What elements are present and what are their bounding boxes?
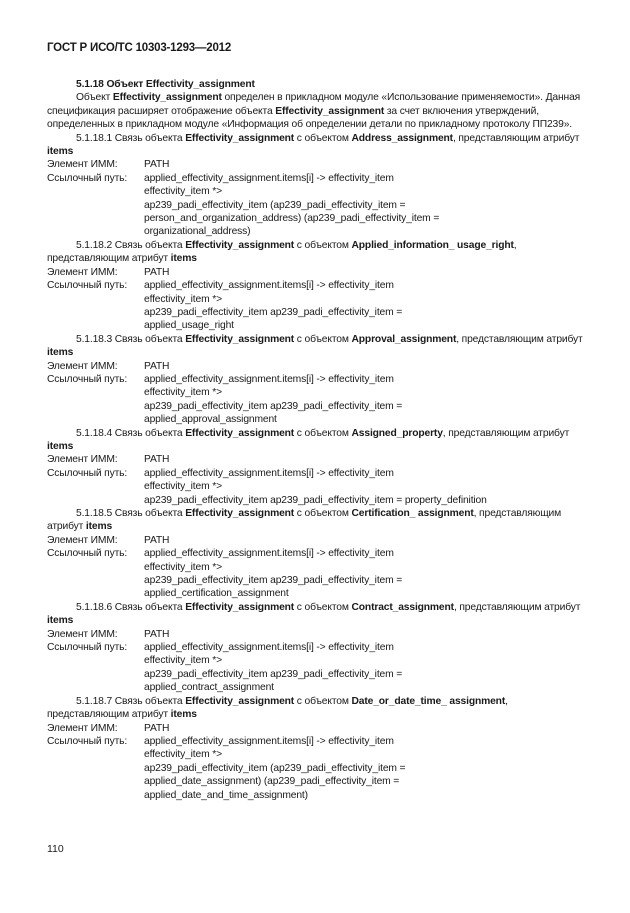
reference-path — [144, 279, 583, 333]
subsection — [47, 132, 583, 239]
path-line: applied_effectivity_assignment.items[i] -> effectivity_item — [144, 280, 394, 292]
subsection — [47, 695, 583, 802]
entity-name: Effectivity_assignment — [185, 132, 295, 144]
entity-name: Effectivity_assignment — [185, 508, 295, 519]
subsection-number: 5.1.18.3 — [76, 333, 113, 345]
subsection-number: 5.1.18.5 — [76, 508, 113, 519]
path-line: applied_date_assignment) (ap239_padi_effectivity_item = — [144, 776, 400, 788]
subsection-number: 5.1.18.1 — [76, 132, 113, 144]
reference-path — [144, 735, 583, 802]
imm-value: PATH — [144, 454, 170, 466]
reference-path — [144, 641, 583, 695]
reference-path — [144, 547, 583, 601]
path-line: applied_contract_assignment — [144, 682, 274, 694]
imm-label: Элемент ИММ: — [47, 628, 118, 640]
attribute-name: items — [47, 615, 74, 627]
subsection-number: 5.1.18.4 — [76, 427, 113, 439]
subsection — [47, 601, 583, 695]
imm-value: PATH — [144, 722, 170, 734]
entity-name: Effectivity_assignment — [185, 239, 295, 251]
imm-value: PATH — [144, 628, 170, 640]
subsection-heading: 5.1.18.5 Связь объекта Effectivity_assignment с объектом Certification_ assignment, представляющим атрибут items — [47, 508, 562, 533]
subsection-list — [47, 132, 583, 802]
reference-path — [144, 172, 583, 239]
path-line: person_and_organization_address) (ap239_padi_effectivity_item = — [144, 213, 440, 225]
path-line: ap239_padi_effectivity_item (ap239_padi_effectivity_item = — [144, 199, 406, 211]
subsection — [47, 427, 583, 507]
imm-element-row — [47, 266, 583, 279]
path-line: organizational_address) — [144, 226, 251, 238]
imm-element-row — [47, 360, 583, 373]
path-line: ap239_padi_effectivity_item ap239_padi_effectivity_item = — [144, 575, 403, 587]
path-line: effectivity_item *> — [144, 186, 222, 198]
reference-label: Ссылочный путь: — [47, 467, 128, 479]
reference-path-row — [47, 172, 583, 239]
target-entity: Address_assignment — [351, 132, 453, 144]
imm-label: Элемент ИММ: — [47, 534, 118, 546]
imm-element-row — [47, 534, 583, 547]
reference-label: Ссылочный путь: — [47, 548, 128, 560]
attribute-name: items — [170, 253, 197, 265]
path-line: ap239_padi_effectivity_item (ap239_padi_effectivity_item = — [144, 762, 406, 774]
reference-label: Ссылочный путь: — [47, 642, 128, 654]
target-entity: Applied_information_ usage_right — [351, 239, 514, 251]
reference-path — [144, 467, 583, 507]
reference-path-row — [47, 641, 583, 695]
imm-value: PATH — [144, 534, 170, 546]
reference-label: Ссылочный путь: — [47, 373, 128, 385]
attribute-name: items — [47, 146, 74, 158]
path-line: effectivity_item *> — [144, 481, 222, 493]
path-line: applied_approval_assignment — [144, 414, 277, 426]
document-header: ГОСТ Р ИСО/ТС 10303-1293—2012 — [47, 42, 232, 54]
subsection — [47, 507, 583, 601]
path-line: effectivity_item *> — [144, 387, 222, 399]
subsection-heading: 5.1.18.1 Связь объекта Effectivity_assignment с объектом Address_assignment, представляющим атрибут items — [47, 132, 580, 158]
path-line: ap239_padi_effectivity_item ap239_padi_effectivity_item = — [144, 668, 403, 680]
imm-value: PATH — [144, 360, 170, 372]
subsection-number: 5.1.18.2 — [76, 239, 113, 251]
subsection-heading: 5.1.18.7 Связь объекта Effectivity_assignment с объектом Date_or_date_time_ assignment, представляющим атрибут items — [47, 695, 508, 721]
imm-element-row — [47, 453, 583, 466]
imm-element-row — [47, 722, 583, 735]
target-entity: Contract_assignment — [351, 601, 454, 613]
path-line: effectivity_item *> — [144, 749, 222, 761]
subsection-number: 5.1.18.6 — [76, 601, 113, 613]
path-line: applied_effectivity_assignment.items[i] -> effectivity_item — [144, 467, 394, 479]
target-entity: Approval_assignment — [351, 333, 457, 345]
subsection — [47, 239, 583, 333]
reference-path-row — [47, 735, 583, 802]
reference-path-row — [47, 547, 583, 601]
subsection-heading: 5.1.18.4 Связь объекта Effectivity_assignment с объектом Assigned_property, представляющим атрибут items — [47, 427, 570, 452]
target-entity: Date_or_date_time_ assignment — [351, 695, 506, 707]
reference-path-row — [47, 279, 583, 333]
target-entity: Certification_ assignment — [351, 508, 474, 519]
reference-path — [144, 373, 583, 427]
section-intro: Объект Effectivity_assignment определен в прикладном модуле «Использование применяемости». Данная спецификация расширяет отображение объекта Effectivity_assignment за счет включения утверждений, определенных в прикладном модуле «Информация об определении детали по прикладному протоколу ПП239». — [47, 92, 581, 131]
imm-value: PATH — [144, 266, 170, 278]
reference-label: Ссылочный путь: — [47, 172, 128, 184]
imm-label: Элемент ИММ: — [47, 266, 118, 278]
imm-label: Элемент ИММ: — [47, 454, 118, 466]
path-line: ap239_padi_effectivity_item ap239_padi_effectivity_item = — [144, 306, 403, 318]
document-body — [47, 78, 583, 802]
path-line: applied_effectivity_assignment.items[i] -> effectivity_item — [144, 172, 394, 184]
path-line: applied_effectivity_assignment.items[i] -> effectivity_item — [144, 642, 394, 654]
subsection-heading: 5.1.18.3 Связь объекта Effectivity_assignment с объектом Approval_assignment, представляющим атрибут items — [47, 333, 583, 359]
path-line: applied_effectivity_assignment.items[i] -> effectivity_item — [144, 735, 394, 747]
subsection-heading: 5.1.18.6 Связь объекта Effectivity_assignment с объектом Contract_assignment, представляющим атрибут items — [47, 601, 581, 627]
attribute-name: items — [170, 709, 197, 721]
path-line: applied_effectivity_assignment.items[i] -> effectivity_item — [144, 548, 394, 560]
path-line: ap239_padi_effectivity_item ap239_padi_effectivity_item = — [144, 400, 403, 412]
imm-element-row — [47, 628, 583, 641]
target-entity: Assigned_property — [351, 427, 443, 439]
subsection-heading: 5.1.18.2 Связь объекта Effectivity_assignment с объектом Applied_information_ usage_right, представляющим атрибут items — [47, 239, 517, 265]
reference-path-row — [47, 467, 583, 507]
entity-name: Effectivity_assignment — [185, 601, 295, 613]
entity-name: Effectivity_assignment — [185, 427, 295, 439]
path-line: effectivity_item *> — [144, 655, 222, 667]
page-number: 110 — [47, 843, 64, 855]
path-line: effectivity_item *> — [144, 293, 222, 305]
path-line: effectivity_item *> — [144, 561, 222, 573]
imm-label: Элемент ИММ: — [47, 360, 118, 372]
attribute-name: items — [85, 521, 113, 533]
subsection-number: 5.1.18.7 — [76, 695, 113, 707]
entity-name: Effectivity_assignment — [185, 333, 295, 345]
path-line: applied_usage_right — [144, 320, 234, 332]
path-line: applied_certification_assignment — [144, 588, 289, 600]
path-line: applied_date_and_time_assignment) — [144, 789, 308, 801]
reference-path-row — [47, 373, 583, 427]
entity-name: Effectivity_assignment — [185, 695, 295, 707]
imm-value: PATH — [144, 159, 170, 171]
path-line: ap239_padi_effectivity_item ap239_padi_effectivity_item = property_definition — [144, 494, 487, 506]
imm-label: Элемент ИММ: — [47, 159, 118, 171]
section-title: 5.1.18 Объект Effectivity_assignment — [76, 79, 255, 90]
subsection — [47, 333, 583, 427]
attribute-name: items — [47, 440, 74, 452]
attribute-name: items — [47, 347, 74, 359]
reference-label: Ссылочный путь: — [47, 735, 128, 747]
reference-label: Ссылочный путь: — [47, 280, 128, 292]
imm-label: Элемент ИММ: — [47, 722, 118, 734]
path-line: applied_effectivity_assignment.items[i] -> effectivity_item — [144, 373, 394, 385]
imm-element-row — [47, 158, 583, 171]
